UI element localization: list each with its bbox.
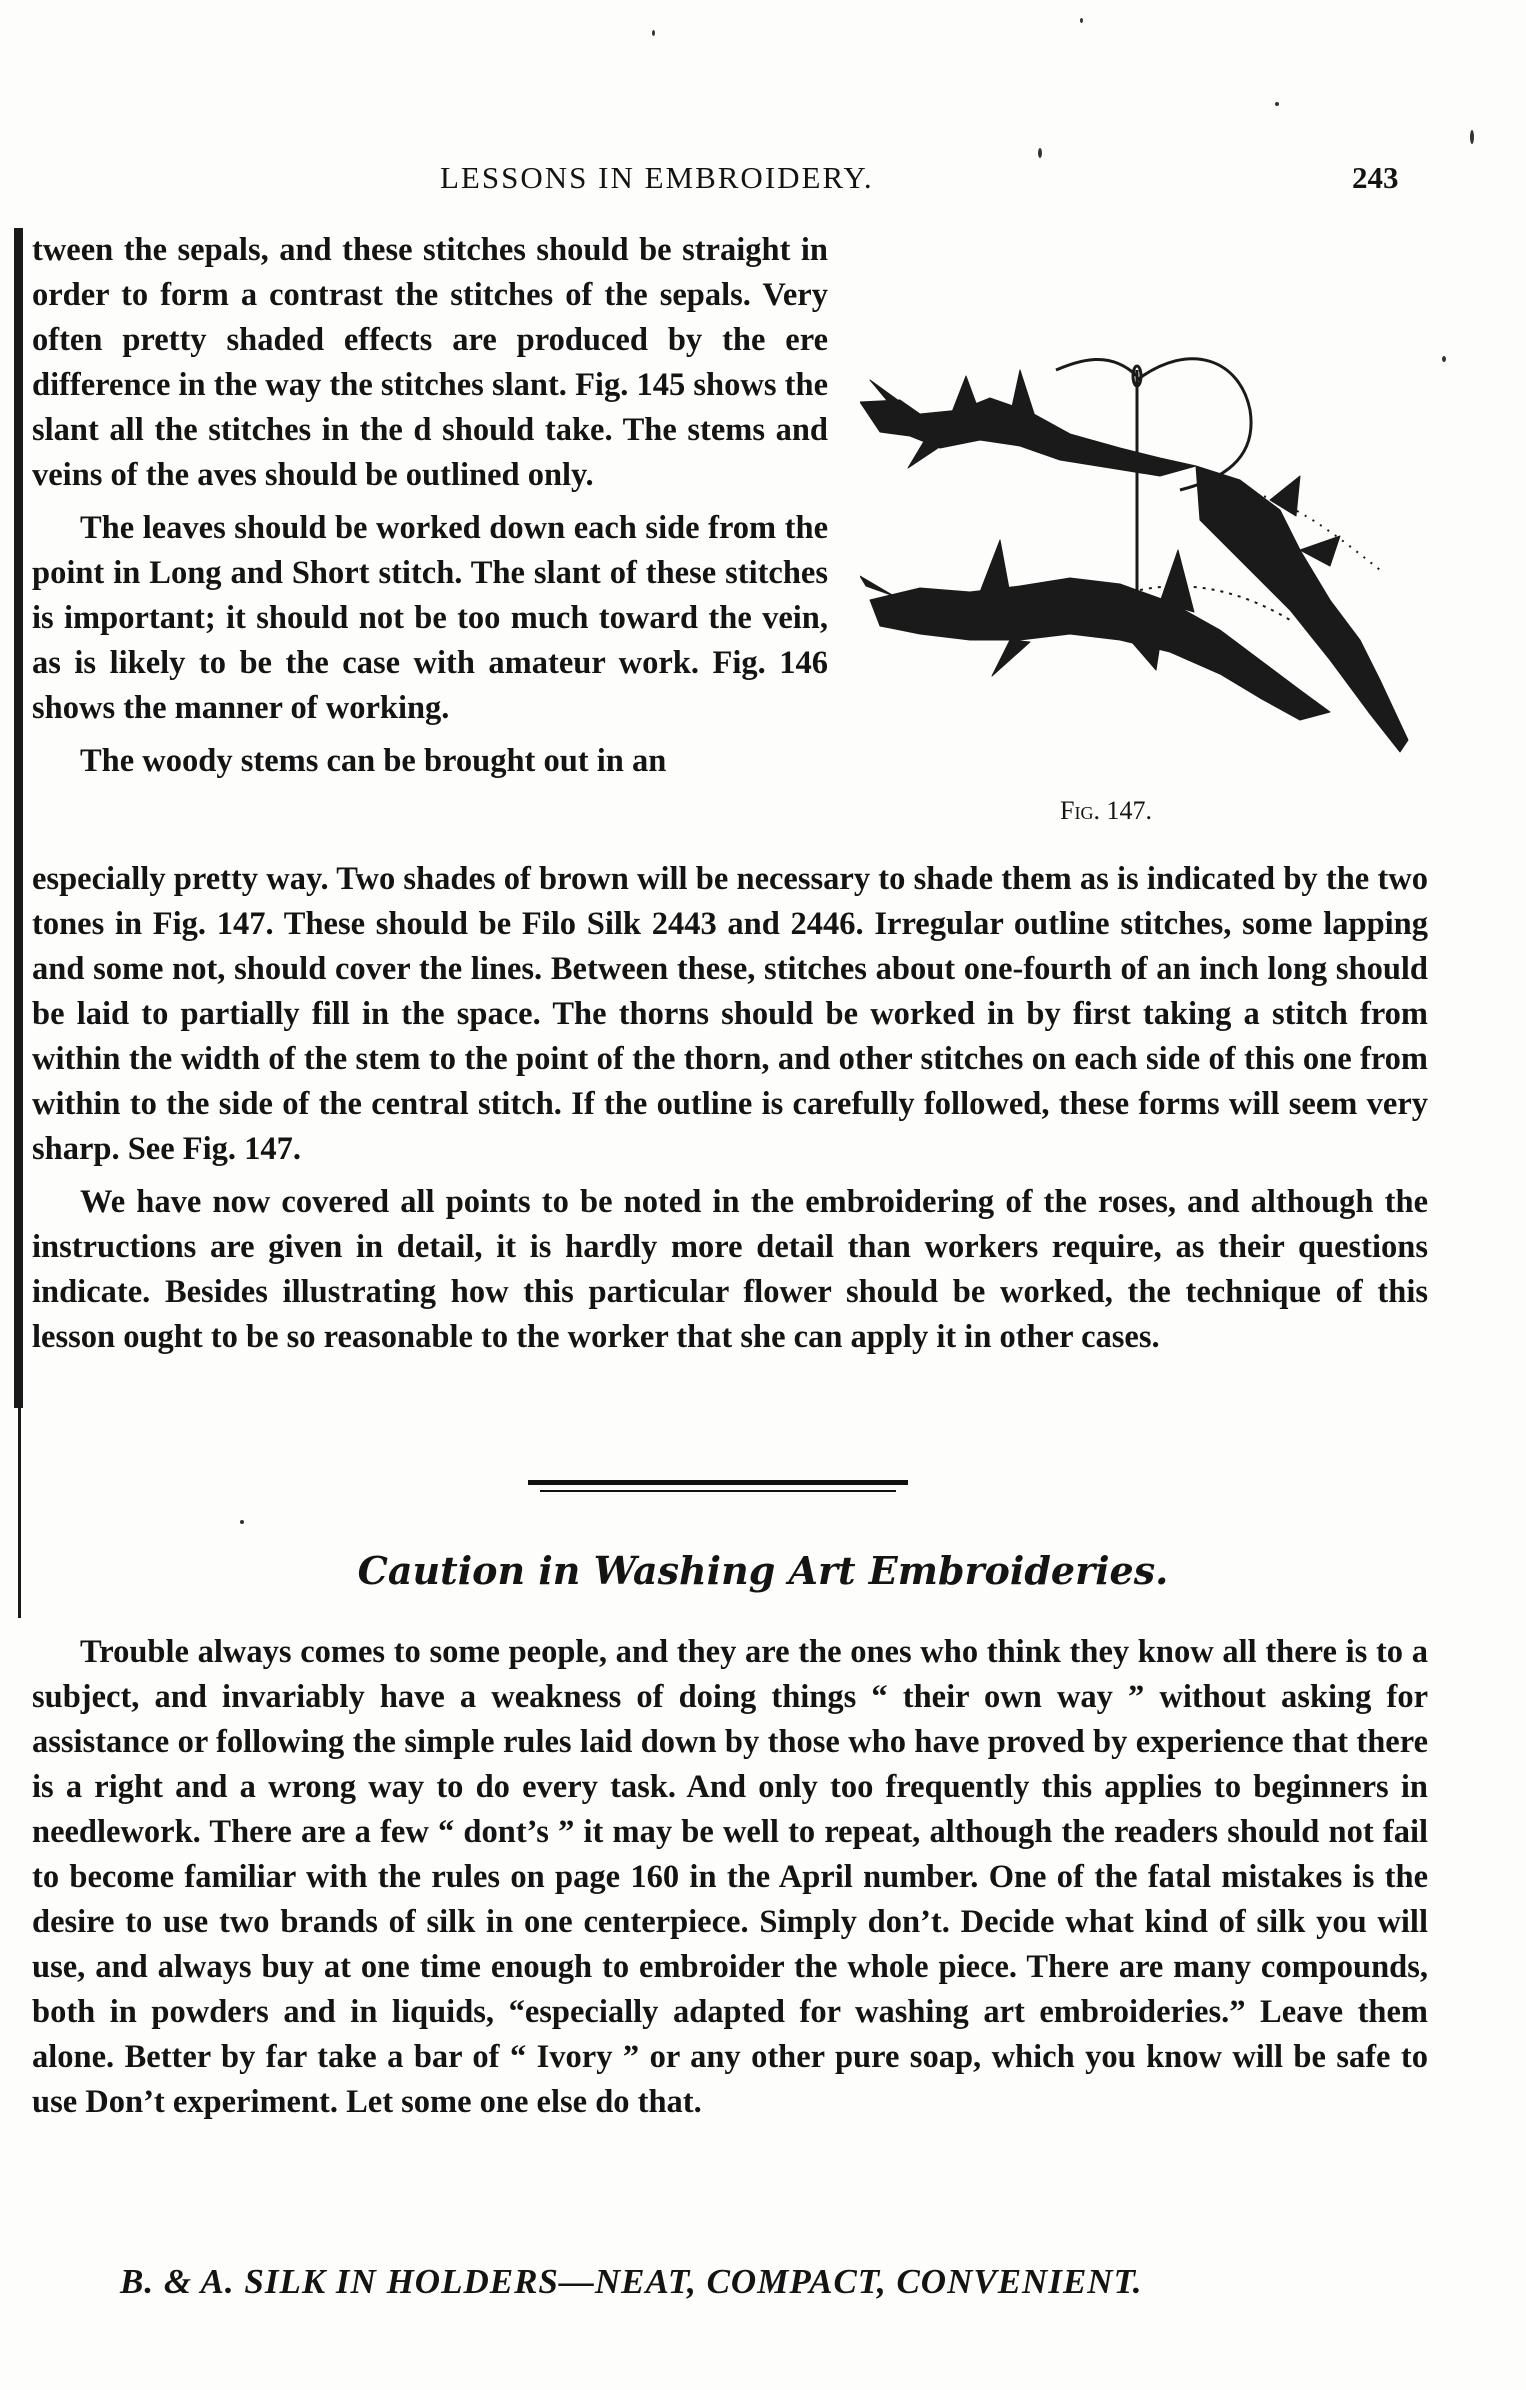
wrapped-text-column [32,228,828,784]
paragraph-roses: We have now covered all points to be noted in the embroidering of the roses, and although the instructions are given in detail, it is hardly more detail than workers require, as their questions indicate. Besides illustrating how this particular flower should be worked, the technique of this lesson ought to be so reasonable to the worker that she can apply it in other cases. [32,1184,1428,1355]
footer-advert: B. & A. SILK IN HOLDERS—NEAT, COMPACT, CONVENIENT. [120,2262,1143,2301]
caution-text [32,1630,1428,2125]
paragraph-stems-start: The woody stems can be brought out in an [80,743,667,779]
page-number: 243 [1352,160,1399,195]
paragraph-caution: Trouble always comes to some people, and they are the ones who think they know all there is to a subject, and invariably have a weakness of doing things “ their own way ” without asking for assistance or following the simple rules laid down by those who have proved by experience that there is a right and a wrong way to do every task. And only too frequently this applies to beginners in needlework. There are a few “ dont’s ” it may be well to repeat, although the readers should not fail to become familiar with the rules on page 160 in the April number. One of the fatal mistakes is the desire to use two brands of silk in one centerpiece. Simply don’t. Decide what kind of silk you will use, and always buy at one time enough to embroider the whole piece. There are many compounds, both in powders and in liquids, “especially adapted for washing art embroideries.” Leave them alone. Better by far take a bar of “ Ivory ” or any other pure soap, which you know will be safe to use Don’t experiment. Let some one else do that. [32,1634,1428,2120]
running-title: LESSONS IN EMBROIDERY. [440,160,874,195]
full-width-text [32,857,1428,1360]
section-divider [528,1480,908,1485]
paragraph-leaves: The leaves should be worked down each side from the point in Long and Short stitch. The slant of these stitches is important; it should not be too much toward the vein, as is likely to be the case with amateur work. Fig. 146 shows the manner of working. [32,510,828,726]
embroidered-thorny-stem-icon [860,340,1420,780]
section-divider-underline [540,1490,896,1492]
margin-rule [14,228,23,1408]
section-heading: Caution in Washing Art Embroideries. [357,1548,1169,1593]
figure-147 [860,340,1420,780]
paragraph-sepals: tween the sepals, and these stitches should be straight in order to form a contrast the stitches of the sepals. Very often pretty shaded effects are produced by the ere difference in the way the stitches slant. Fig. 145 shows the slant all the stitches in the d should take. The stems and veins of the aves should be outlined only. [32,232,828,493]
figure-caption: Fig. 147. [1060,796,1152,825]
paragraph-stems-cont: especially pretty way. Two shades of brown will be necessary to shade them as is indicated by the two tones in Fig. 147. These should be Filo Silk 2443 and 2446. Irregular outline stitches, some lapping and some not, should cover the lines. Between these, stitches about one-fourth of an inch long should be laid to partially fill in the space. The thorns should be worked in by first taking a stitch from within the width of the stem to the point of the thorn, and other stitches on each side of this one from within to the side of the central stitch. If the outline is carefully followed, these forms will seem very sharp. See Fig. 147. [32,861,1428,1167]
